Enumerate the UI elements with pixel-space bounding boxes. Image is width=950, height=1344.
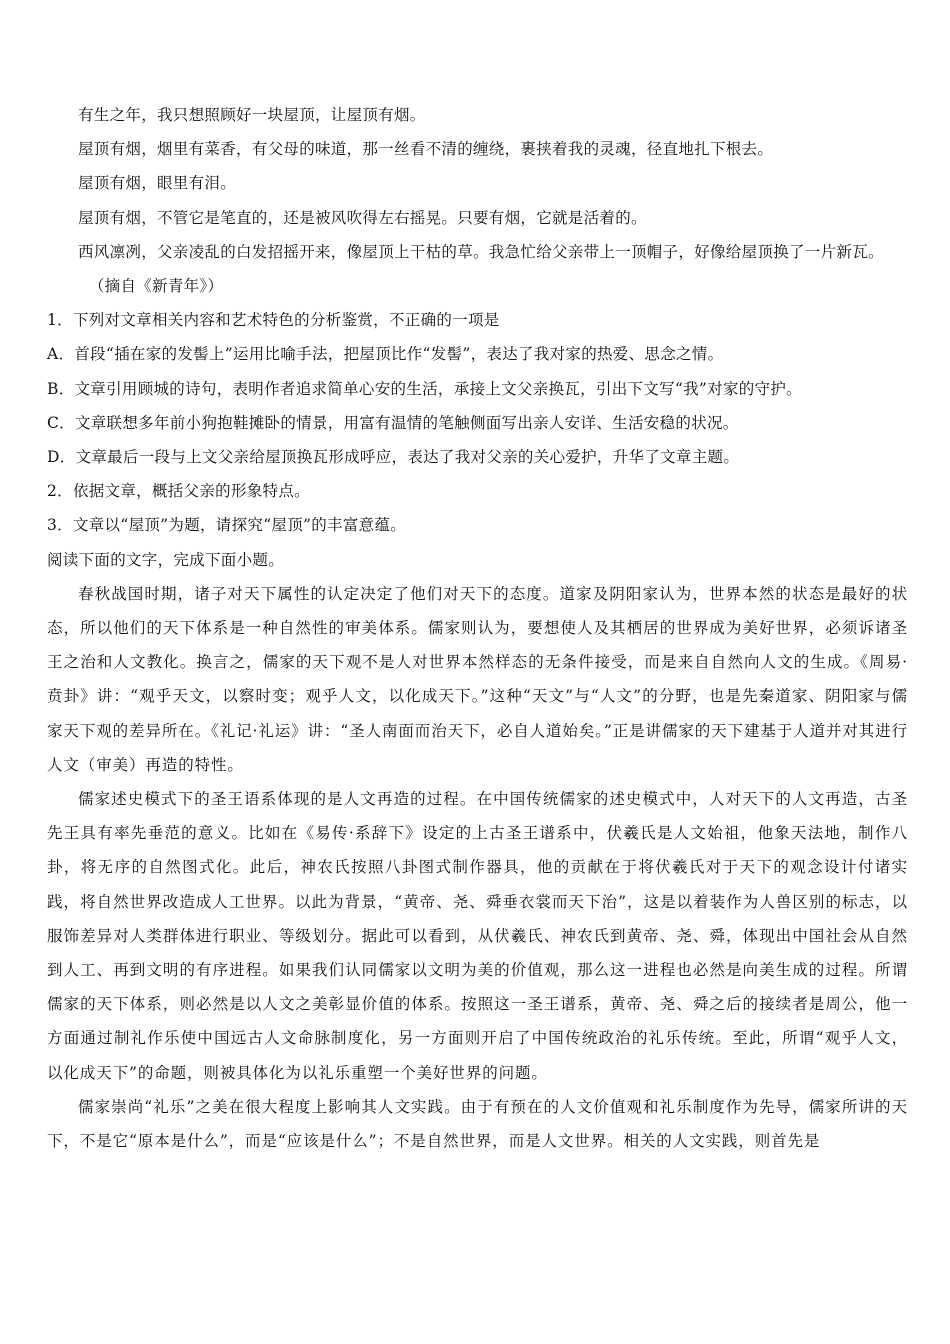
passage-one-paragraph: 屋顶有烟，烟里有菜香，有父母的味道，那一丝看不清的缠绕，裹挟着我的灵魂，径直地扎下根去。 [78, 140, 774, 159]
passage-one-paragraph: 有生之年，我只想照顾好一块屋顶，让屋顶有烟。 [78, 106, 426, 124]
option-a: A．首段“插在家的发髻上”运用比喻手法，把屋顶比作“发髻”，表达了我对家的热爱、思念之情。 [47, 345, 724, 364]
question-2: 2．依据文章，概括父亲的形象特点。 [47, 482, 310, 501]
passage-two-paragraph: 儒家崇尚“礼乐”之美在很大程度上影响其人文实践。由于有预在的人文价值观和礼乐制度作为先导，儒家所讲的天下，不是它“原本是什么”，而是“应该是什么”；不是自然世界，而是人文世界。相关的人文实践，则首先是 [47, 1097, 908, 1151]
reading-instruction: 阅读下面的文字，完成下面小题。 [47, 550, 285, 569]
passage-two [47, 577, 908, 1158]
passage-one-paragraph: 西风凛冽，父亲凌乱的白发招摇开来，像屋顶上干枯的草。我急忙给父亲带上一顶帽子，好像给屋顶换了一片新瓦。 [78, 242, 884, 261]
passage-two-paragraph: 儒家述史模式下的圣王语系体现的是人文再造的过程。在中国传统儒家的述史模式中，人对天下的人文再造，古圣先王具有率先垂范的意义。比如在《易传·系辞下》设定的上古圣王谱系中，伏羲氏是人文始祖，他象天法地，制作八卦，将无序的自然图式化。此后，神农氏按照八卦图式制作器具，他的贡献在于将伏羲氏对于天下的观念设计付诸实践，将自然世界改造成人工世界。以此为背景，“黄帝、尧、舜垂衣裳而天下治”，这是以着装作为人兽区别的标志，以服饰差异对人类群体进行职业、等级划分。据此可以看到，从伏羲氏、神农氏到黄帝、尧、舜，体现出中国社会从自然到人工、再到文明的有序进程。如果我们认同儒家以文明为美的价值观，那么这一进程也必然是向美生成的过程。所谓儒家的天下体系，则必然是以人文之美彰显价值的体系。按照这一圣王谱系，黄帝、尧、舜之后的接续者是周公，他一方面通过制礼作乐使中国远古人文命脉制度化，另一方面则开启了中国传统政治的礼乐传统。至此，所谓“观乎人文，以化成天下”的命题，则被具体化为以礼乐重塑一个美好世界的问题。 [47, 790, 908, 1082]
passage-one-paragraph: 屋顶有烟，不管它是笔直的，还是被风吹得左右摇晃。只要有烟，它就是活着的。 [78, 208, 647, 227]
questions-block [47, 303, 908, 542]
option-d: D．文章最后一段与上文父亲给屋顶换瓦形成呼应，表达了我对父亲的关心爱护，升华了文章主题。 [47, 448, 740, 467]
question-3: 3．文章以“屋顶”为题，请探究“屋顶”的丰富意蕴。 [47, 516, 407, 535]
passage-one [47, 98, 908, 303]
passage-one-paragraph: 屋顶有烟，眼里有泪。 [78, 174, 237, 193]
question-1: 1．下列对文章相关内容和艺术特色的分析鉴赏，不正确的一项是 [47, 311, 500, 330]
passage-two-paragraph: 春秋战国时期，诸子对天下属性的认定决定了他们对天下的态度。道家及阴阳家认为，世界本然的状态是最好的状态，所以他们的天下体系是一种自然性的审美体系。儒家则认为，要想使人及其栖居的世界成为美好世界，必须诉诸圣王之治和人文教化。换言之，儒家的天下观不是人对世界本然样态的无条件接受，而是来自自然向人文的生成。《周易·贲卦》讲：“观乎天文，以察时变；观乎人文，以化成天下。”这种“天文”与“人文”的分野，也是先秦道家、阴阳家与儒家天下观的差异所在。《礼记·礼运》讲：“圣人南面而治天下，必自人道始矣。”正是讲儒家的天下建基于人道并对其进行人文（审美）再造的特性。 [47, 584, 908, 774]
passage-source: （摘自《新青年》） [88, 277, 224, 296]
option-c: C．文章联想多年前小狗抱鞋摊卧的情景，用富有温情的笔触侧面写出亲人安详、生活安稳的状况。 [47, 413, 739, 432]
option-b: B．文章引用顾城的诗句，表明作者追求简单心安的生活，承接上文父亲换瓦，引出下文写“我”对家的守护。 [47, 379, 802, 398]
